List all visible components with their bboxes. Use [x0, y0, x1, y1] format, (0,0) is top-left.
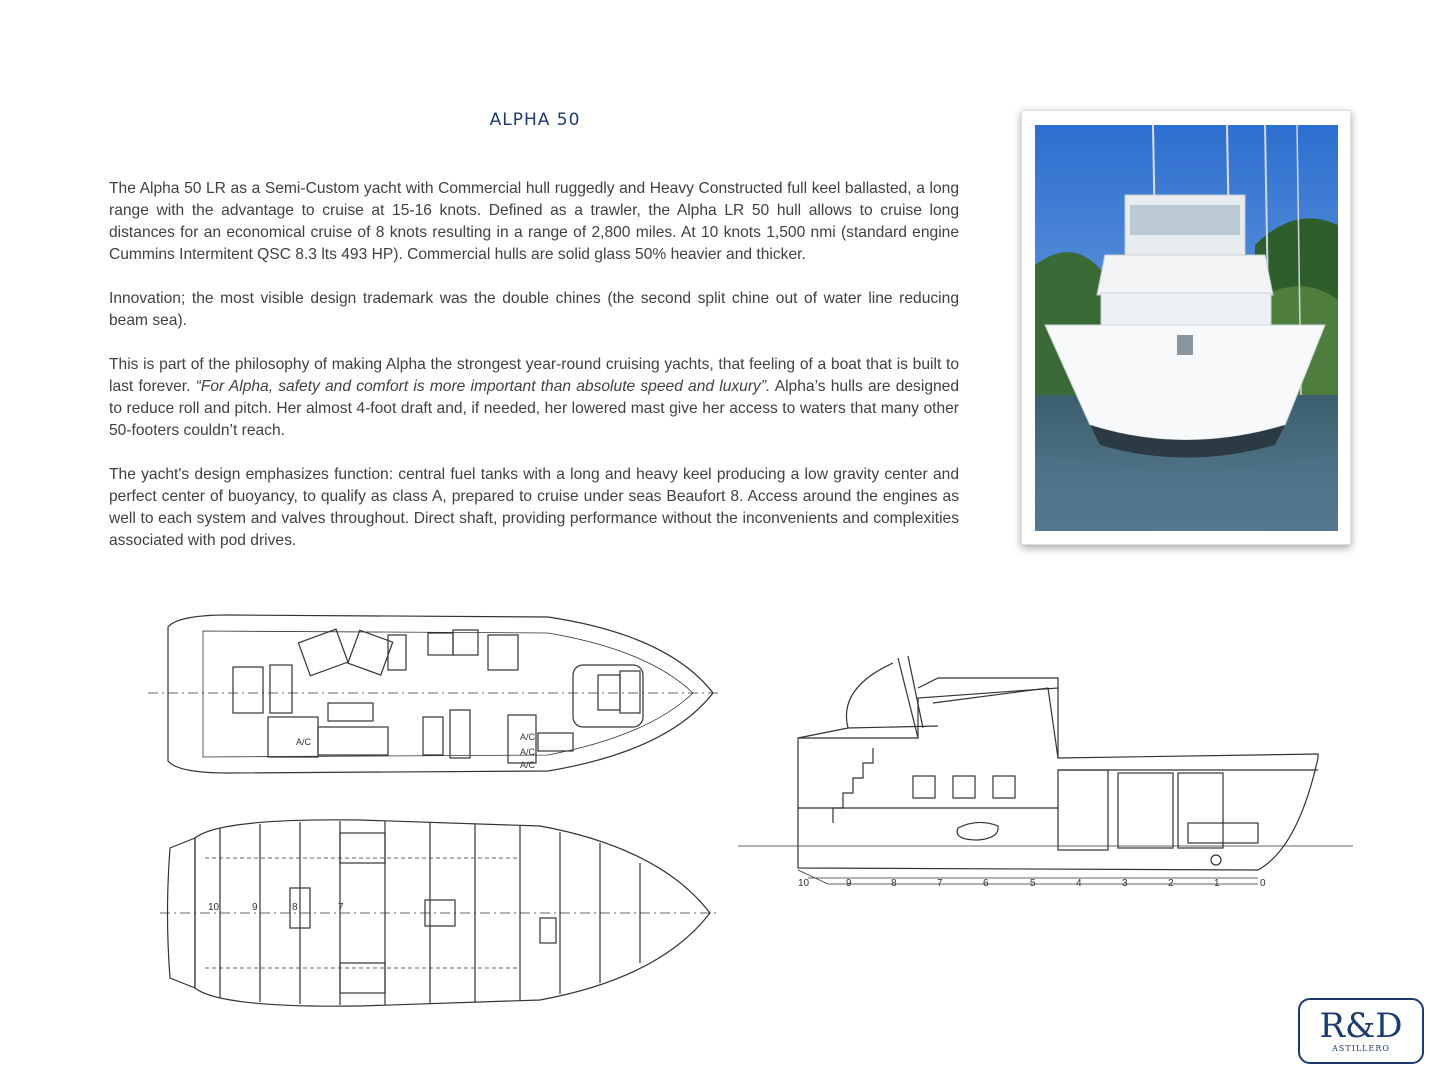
- ac-label: A/C: [520, 760, 536, 770]
- station-number: 7: [937, 878, 943, 889]
- station-number: 9: [846, 878, 852, 889]
- station-number: 8: [292, 902, 298, 913]
- page-title: ALPHA 50: [489, 110, 581, 130]
- station-number: 10: [208, 902, 220, 913]
- station-number: 8: [891, 878, 897, 889]
- station-number: 0: [1260, 878, 1266, 889]
- yacht-photo-frame: [1021, 110, 1351, 545]
- structure-plan-drawing: [160, 808, 720, 1023]
- company-logo: [1298, 998, 1424, 1064]
- station-number: 10: [798, 878, 810, 889]
- philosophy-text-a: This is part of the philosophy of making Alpha the strongest year-round cruising yachts, that feeling of a boat that is built to last forever.: [109, 356, 959, 395]
- station-number: 3: [1122, 878, 1128, 889]
- deck-plan-drawing: [148, 605, 718, 785]
- station-number: 2: [1168, 878, 1174, 889]
- ac-label: A/C: [520, 747, 536, 757]
- paragraph-hull: The Alpha 50 LR as a Semi-Custom yacht with Commercial hull ruggedly and Heavy Constructed full keel ballasted, a long range with the advantage to cruise at 15-16 knots. Defined as a trawler, the Alpha LR 50 hull allows to cruise long distances for an economical cruise of 8 knots resulting in a range of 2,800 miles. At 10 knots 1,500 nmi (standard engine Cummins Intermitent QSC 8.3 lts 493 HP). Commercial hulls are solid glass 50% heavier and thicker.: [109, 180, 959, 263]
- station-number: 6: [983, 878, 989, 889]
- side-profile-drawing: [738, 648, 1358, 893]
- logo-mark: R&D: [1319, 1006, 1403, 1046]
- description: [109, 178, 959, 574]
- ac-label: A/C: [296, 737, 312, 747]
- logo-subtitle: ASTILLERO: [1332, 1044, 1390, 1053]
- paragraph-philosophy: [109, 354, 959, 442]
- station-number: 9: [252, 902, 258, 913]
- station-number: 1: [1214, 878, 1220, 889]
- yacht-photo: [1035, 125, 1338, 531]
- paragraph-design: The yacht's design emphasizes function: central fuel tanks with a long and heavy keel producing a low gravity center and perfect center of buoyancy, to qualify as class A, prepared to cruise under seas Beaufort 8. Access around the engines as well to each system and valves throughout. Direct shaft, providing performance without the inconvenients and complexities associated with pod drives.: [109, 466, 959, 549]
- station-number: 7: [338, 902, 344, 913]
- ac-label: A/C: [520, 732, 536, 742]
- station-number: 5: [1030, 878, 1036, 889]
- philosophy-text-b: Alpha’s hulls are designed to reduce roll and pitch. Her almost 4-foot draft and, if needed, her lowered mast give her access to waters that many other 50-footers couldn’t reach.: [109, 378, 960, 439]
- station-number: 4: [1076, 878, 1082, 889]
- philosophy-quote: “For Alpha, safety and comfort is more important than absolute speed and luxury”.: [195, 378, 771, 395]
- paragraph-innovation: Innovation; the most visible design trademark was the double chines (the second split chine out of water line reducing beam sea).: [109, 290, 959, 329]
